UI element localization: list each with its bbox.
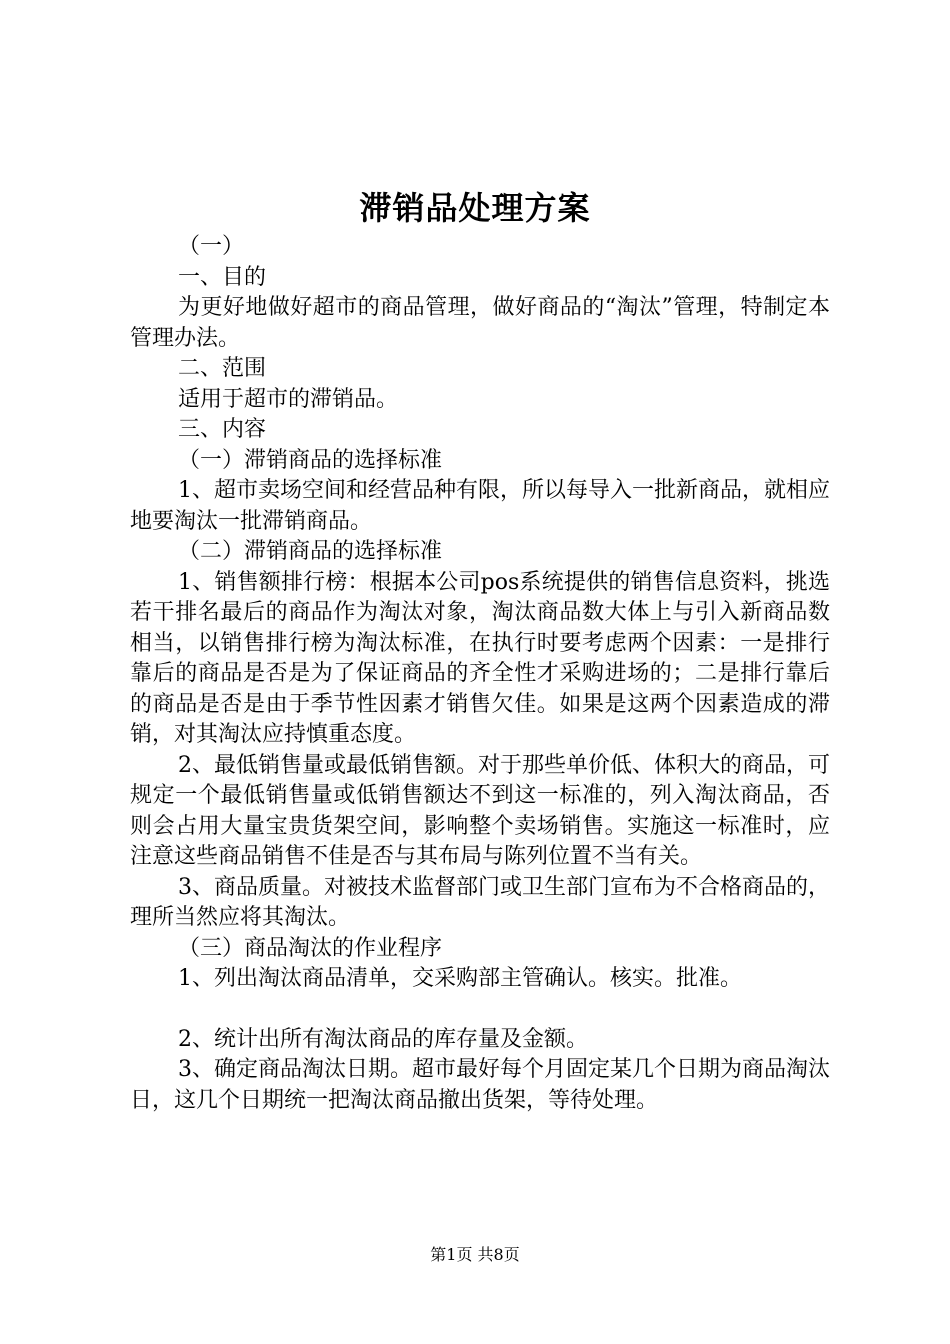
paragraph: 2、统计出所有淘汰商品的库存量及金额。 bbox=[178, 1026, 588, 1052]
paragraph: 适用于超市的滞销品。 bbox=[178, 386, 399, 412]
subsection-heading: （三）商品淘汰的作业程序 bbox=[178, 935, 443, 961]
paragraph: 1、超市卖场空间和经营品种有限，所以每导入一批新商品，就相应地要淘汰一批滞销商品。 bbox=[130, 478, 830, 534]
paragraph: （一） bbox=[178, 234, 245, 259]
paragraph: 3、确定商品淘汰日期。超市最好每个月固定某几个日期为商品淘汰日，这几个日期统一把淘汰商品撤出货架，等待处理。 bbox=[130, 1057, 830, 1113]
document-body bbox=[130, 232, 830, 1116]
section-heading: 三、内容 bbox=[178, 417, 267, 442]
subsection-heading: （二）滞销商品的选择标准 bbox=[178, 539, 443, 564]
section-heading: 一、目的 bbox=[178, 264, 267, 290]
paragraph: 2、最低销售量或最低销售额。对于那些单价低、体积大的商品，可规定一个最低销售量或低销售额达不到这一标准的，列入淘汰商品，否则会占用大量宝贵货架空间，影响整个卖场销售。实施这一标准时，应注意这些商品销售不佳是否与其布局与陈列位置不当有关。 bbox=[130, 752, 830, 869]
page-footer: 第1页 共8页 bbox=[430, 1245, 520, 1264]
paragraph: 为更好地做好超市的商品管理，做好商品的“淘汰”管理，特制定本管理办法。 bbox=[130, 295, 830, 351]
paragraph: 1、列出淘汰商品清单，交采购部主管确认。核实。批准。 bbox=[178, 966, 742, 991]
paragraph: 3、商品质量。对被技术监督部门或卫生部门宣布为不合格商品的，理所当然应将其淘汰。 bbox=[130, 874, 830, 930]
blank-line bbox=[130, 995, 830, 1025]
subsection-heading: （一）滞销商品的选择标准 bbox=[178, 447, 443, 473]
document-title: 滞销品处理方案 bbox=[359, 189, 591, 227]
section-heading: 二、范围 bbox=[178, 356, 267, 381]
paragraph: 1、销售额排行榜：根据本公司pos系统提供的销售信息资料，挑选若干排名最后的商品作为淘汰对象，淘汰商品数大体上与引入新商品数相当，以销售排行榜为淘汰标准，在执行时要考虑两个因素：一是排行靠后的商品是否是为了保证商品的齐全性才采购进场的；二是排行靠后的商品是否是由于季节性因素才销售欠佳。如果是这两个因素造成的滞销，对其淘汰应持慎重态度。 bbox=[130, 569, 830, 747]
